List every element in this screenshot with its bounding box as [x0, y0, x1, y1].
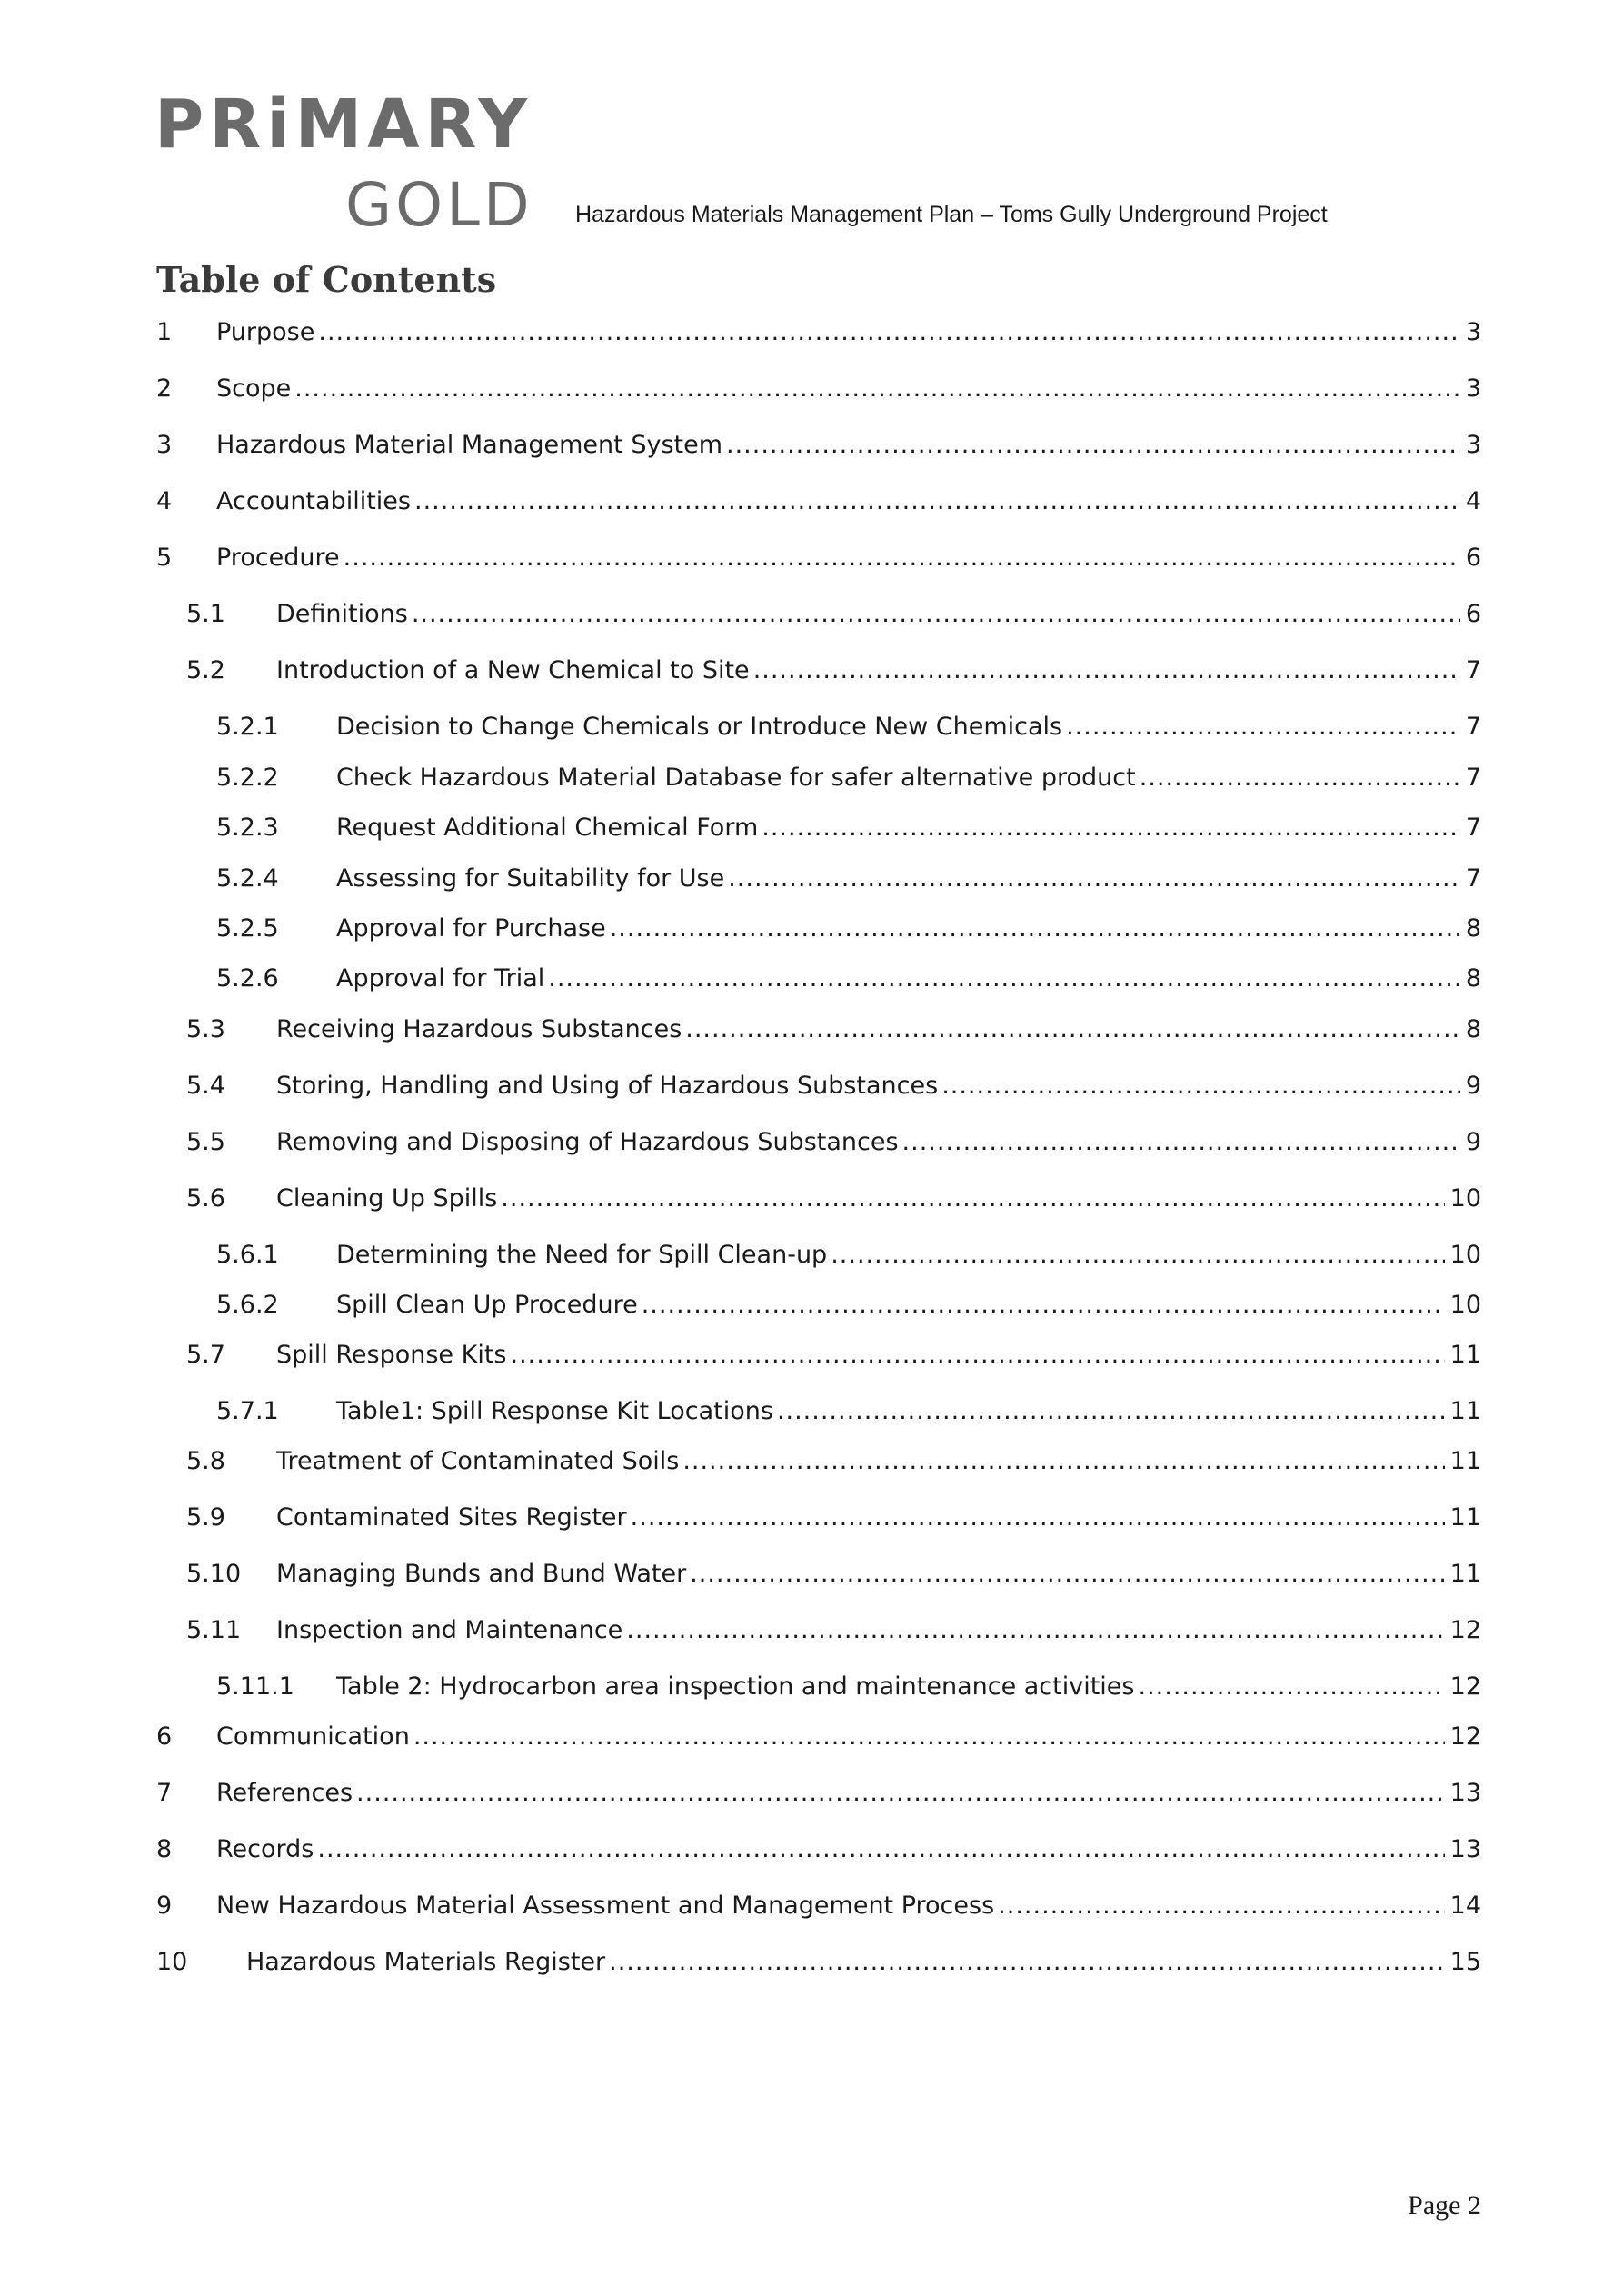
toc-entry-number: 5.7: [186, 1341, 225, 1369]
toc-entry-label: Cleaning Up Spills: [276, 1184, 501, 1213]
toc-entry[interactable]: [0, 1835, 1623, 1872]
toc-entry-number: 5.2: [186, 656, 225, 684]
toc-entry-label: Treatment of Contaminated Soils: [276, 1447, 682, 1475]
toc-dot-leader: [548, 964, 1460, 993]
toc-entry-label: References: [216, 1779, 356, 1807]
toc-dot-leader: [685, 1015, 1460, 1043]
toc-entry-page: 11: [1449, 1560, 1481, 1588]
toc-entry-page: 10: [1449, 1184, 1481, 1213]
toc-entry-number: 5.5: [186, 1128, 225, 1156]
toc-entry[interactable]: [0, 964, 1623, 1001]
toc-entry-number: 5.7.1: [216, 1397, 279, 1425]
toc-entry-page: 10: [1449, 1241, 1481, 1269]
toc-entry-number: 3: [156, 431, 173, 459]
toc-entry-number: 5.6.1: [216, 1241, 279, 1269]
toc-entry-number: 9: [156, 1892, 173, 1920]
toc-entry[interactable]: [0, 1291, 1623, 1327]
toc-entry[interactable]: [0, 1616, 1623, 1652]
toc-dot-leader: [413, 1722, 1445, 1751]
toc-entry-number: 1: [156, 318, 173, 346]
toc-entry-page: 3: [1465, 374, 1481, 403]
toc-dot-leader: [762, 814, 1460, 842]
toc-entry[interactable]: [0, 764, 1623, 800]
toc-entry[interactable]: [0, 713, 1623, 749]
toc-entry-label: Definitions: [276, 600, 412, 628]
toc-entry-number: 5: [156, 544, 173, 572]
toc-entry-label: Records: [216, 1835, 317, 1863]
toc-entry-number: 5.11: [186, 1616, 242, 1644]
toc-entry[interactable]: [0, 1072, 1623, 1108]
toc-entry-number: 5.1: [186, 600, 225, 628]
toc-entry-label: Table 2: Hydrocarbon area inspection and maintenance activities: [336, 1672, 1139, 1701]
toc-dot-leader: [831, 1241, 1444, 1269]
toc-entry-label: Assessing for Suitability for Use: [336, 864, 728, 893]
toc-dot-leader: [1139, 1672, 1445, 1701]
toc-entry-label: Inspection and Maintenance: [276, 1616, 626, 1644]
toc-entry-page: 13: [1449, 1779, 1481, 1807]
toc-entry-page: 6: [1465, 600, 1481, 628]
toc-entry-number: 5.6: [186, 1184, 225, 1213]
toc-entry[interactable]: [0, 431, 1623, 467]
toc-entry-page: 13: [1449, 1835, 1481, 1863]
toc-dot-leader: [412, 600, 1460, 628]
toc-entry-number: 5.2.4: [216, 864, 279, 893]
toc-entry-page: 3: [1465, 431, 1481, 459]
page-number: Page 2: [1408, 2191, 1481, 2221]
toc-entry-label: Spill Response Kits: [276, 1341, 510, 1369]
toc-entry-page: 12: [1449, 1672, 1481, 1701]
toc-entry[interactable]: [0, 1184, 1623, 1221]
toc-entry-label: Contaminated Sites Register: [276, 1503, 631, 1532]
toc-dot-leader: [690, 1560, 1444, 1588]
toc-entry[interactable]: [0, 1722, 1623, 1759]
toc-heading: Table of Contents: [156, 259, 497, 300]
toc-entry-number: 5.10: [186, 1560, 242, 1588]
toc-entry[interactable]: [0, 814, 1623, 850]
toc-entry[interactable]: [0, 600, 1623, 636]
toc-entry[interactable]: [0, 1447, 1623, 1483]
toc-dot-leader: [414, 487, 1460, 515]
toc-dot-leader: [1140, 764, 1460, 792]
toc-entry-number: 5.8: [186, 1447, 225, 1475]
toc-dot-leader: [941, 1072, 1460, 1100]
toc-entry-label: Communication: [216, 1722, 413, 1751]
toc-entry-number: 5.2.1: [216, 713, 279, 741]
toc-entry-label: Receiving Hazardous Substances: [276, 1015, 685, 1043]
toc-entry[interactable]: [0, 914, 1623, 951]
toc-entry-page: 7: [1465, 713, 1481, 741]
toc-entry-page: 7: [1465, 814, 1481, 842]
toc-dot-leader: [501, 1184, 1444, 1213]
toc-entry[interactable]: [0, 1341, 1623, 1377]
toc-dot-leader: [902, 1128, 1460, 1156]
logo-bottom-text: GOLD: [345, 170, 533, 238]
toc-dot-leader: [317, 1835, 1444, 1863]
toc-entry-page: 3: [1465, 318, 1481, 346]
toc-entry-page: 4: [1465, 487, 1481, 515]
toc-entry-page: 15: [1449, 1948, 1481, 1976]
toc-entry-page: 9: [1465, 1072, 1481, 1100]
toc-entry[interactable]: [0, 1503, 1623, 1540]
toc-entry[interactable]: [0, 1241, 1623, 1277]
toc-entry-number: 7: [156, 1779, 173, 1807]
toc-entry[interactable]: [0, 1397, 1623, 1433]
toc-dot-leader: [609, 1948, 1445, 1976]
toc-dot-leader: [294, 374, 1460, 403]
toc-entry-number: 5.3: [186, 1015, 225, 1043]
toc-entry[interactable]: [0, 1560, 1623, 1596]
toc-entry-page: 6: [1465, 544, 1481, 572]
toc-entry-page: 11: [1449, 1397, 1481, 1425]
toc-dot-leader: [998, 1892, 1444, 1920]
toc-entry-number: 10: [156, 1948, 188, 1976]
toc-entry-label: Decision to Change Chemicals or Introduce New Chemicals: [336, 713, 1066, 741]
toc-dot-leader: [344, 544, 1460, 572]
toc-dot-leader: [318, 318, 1459, 346]
toc-entry-page: 11: [1449, 1503, 1481, 1532]
toc-entry-number: 5.11.1: [216, 1672, 294, 1701]
toc-entry-page: 12: [1449, 1722, 1481, 1751]
toc-entry-page: 7: [1465, 656, 1481, 684]
toc-entry[interactable]: [0, 374, 1623, 411]
toc-entry[interactable]: [0, 487, 1623, 524]
toc-entry-page: 7: [1465, 764, 1481, 792]
toc-entry-label: Scope: [216, 374, 294, 403]
toc-entry-label: Check Hazardous Material Database for safer alternative product: [336, 764, 1140, 792]
toc-entry-page: 14: [1449, 1892, 1481, 1920]
primary-gold-logo-graphic: [154, 93, 536, 238]
toc-entry-label: Storing, Handling and Using of Hazardous Substances: [276, 1072, 941, 1100]
toc-entry-number: 5.2.3: [216, 814, 279, 842]
toc-entry-label: Managing Bunds and Bund Water: [276, 1560, 690, 1588]
toc-entry-number: 5.4: [186, 1072, 225, 1100]
toc-entry-page: 10: [1449, 1291, 1481, 1319]
toc-entry[interactable]: [0, 1672, 1623, 1709]
toc-entry-label: Determining the Need for Spill Clean-up: [336, 1241, 831, 1269]
toc-entry-page: 9: [1465, 1128, 1481, 1156]
toc-entry[interactable]: [0, 656, 1623, 693]
toc-entry-number: 5.6.2: [216, 1291, 279, 1319]
toc-entry-page: 8: [1465, 1015, 1481, 1043]
toc-entry-label: Procedure: [216, 544, 344, 572]
toc-dot-leader: [642, 1291, 1445, 1319]
toc-entry-label: Hazardous Materials Register: [246, 1948, 609, 1976]
toc-dot-leader: [1066, 713, 1460, 741]
toc-entry-page: 11: [1449, 1341, 1481, 1369]
toc-dot-leader: [626, 1616, 1444, 1644]
toc-dot-leader: [510, 1341, 1444, 1369]
toc-entry-label: Introduction of a New Chemical to Site: [276, 656, 753, 684]
toc-entry-number: 8: [156, 1835, 173, 1863]
toc-entry-label: Request Additional Chemical Form: [336, 814, 762, 842]
toc-entry-label: Approval for Trial: [336, 964, 548, 993]
toc-entry-number: 2: [156, 374, 173, 403]
logo-top-text: PRiMARY: [154, 93, 533, 164]
toc-dot-leader: [728, 864, 1460, 893]
toc-dot-leader: [777, 1397, 1445, 1425]
toc-entry-page: 8: [1465, 964, 1481, 993]
toc-dot-leader: [726, 431, 1460, 459]
toc-entry-number: 4: [156, 487, 173, 515]
toc-entry-label: Accountabilities: [216, 487, 414, 515]
toc-entry[interactable]: [0, 1128, 1623, 1164]
toc-entry-number: 5.2.5: [216, 914, 279, 943]
toc-entry-page: 7: [1465, 864, 1481, 893]
toc-entry-label: Purpose: [216, 318, 318, 346]
toc-entry-label: Hazardous Material Management System: [216, 431, 726, 459]
toc-entry-number: 5.2.6: [216, 964, 279, 993]
toc-entry-label: Spill Clean Up Procedure: [336, 1291, 642, 1319]
toc-entry[interactable]: [0, 544, 1623, 580]
toc-dot-leader: [610, 914, 1460, 943]
toc-entry-label: Approval for Purchase: [336, 914, 610, 943]
company-logo: [154, 93, 536, 238]
toc-entry-number: 5.2.2: [216, 764, 279, 792]
toc-dot-leader: [631, 1503, 1445, 1532]
toc-entry-page: 8: [1465, 914, 1481, 943]
toc-entry[interactable]: [0, 1948, 1623, 1984]
toc-entry-label: New Hazardous Material Assessment and Management Process: [216, 1892, 998, 1920]
toc-dot-leader: [753, 656, 1460, 684]
toc-entry-page: 12: [1449, 1616, 1481, 1644]
toc-dot-leader: [682, 1447, 1444, 1475]
toc-entry-label: Removing and Disposing of Hazardous Substances: [276, 1128, 902, 1156]
toc-entry-page: 11: [1449, 1447, 1481, 1475]
toc-entry-number: 6: [156, 1722, 173, 1751]
toc-entry-label: Table1: Spill Response Kit Locations: [336, 1397, 777, 1425]
document-header-title: Hazardous Materials Management Plan – Toms Gully Underground Project: [575, 202, 1328, 227]
toc-entry[interactable]: [0, 1015, 1623, 1052]
toc-entry[interactable]: [0, 864, 1623, 901]
toc-entry[interactable]: [0, 1892, 1623, 1928]
toc-entry-number: 5.9: [186, 1503, 225, 1532]
toc-dot-leader: [356, 1779, 1445, 1807]
toc-entry[interactable]: [0, 318, 1623, 354]
toc-entry[interactable]: [0, 1779, 1623, 1815]
